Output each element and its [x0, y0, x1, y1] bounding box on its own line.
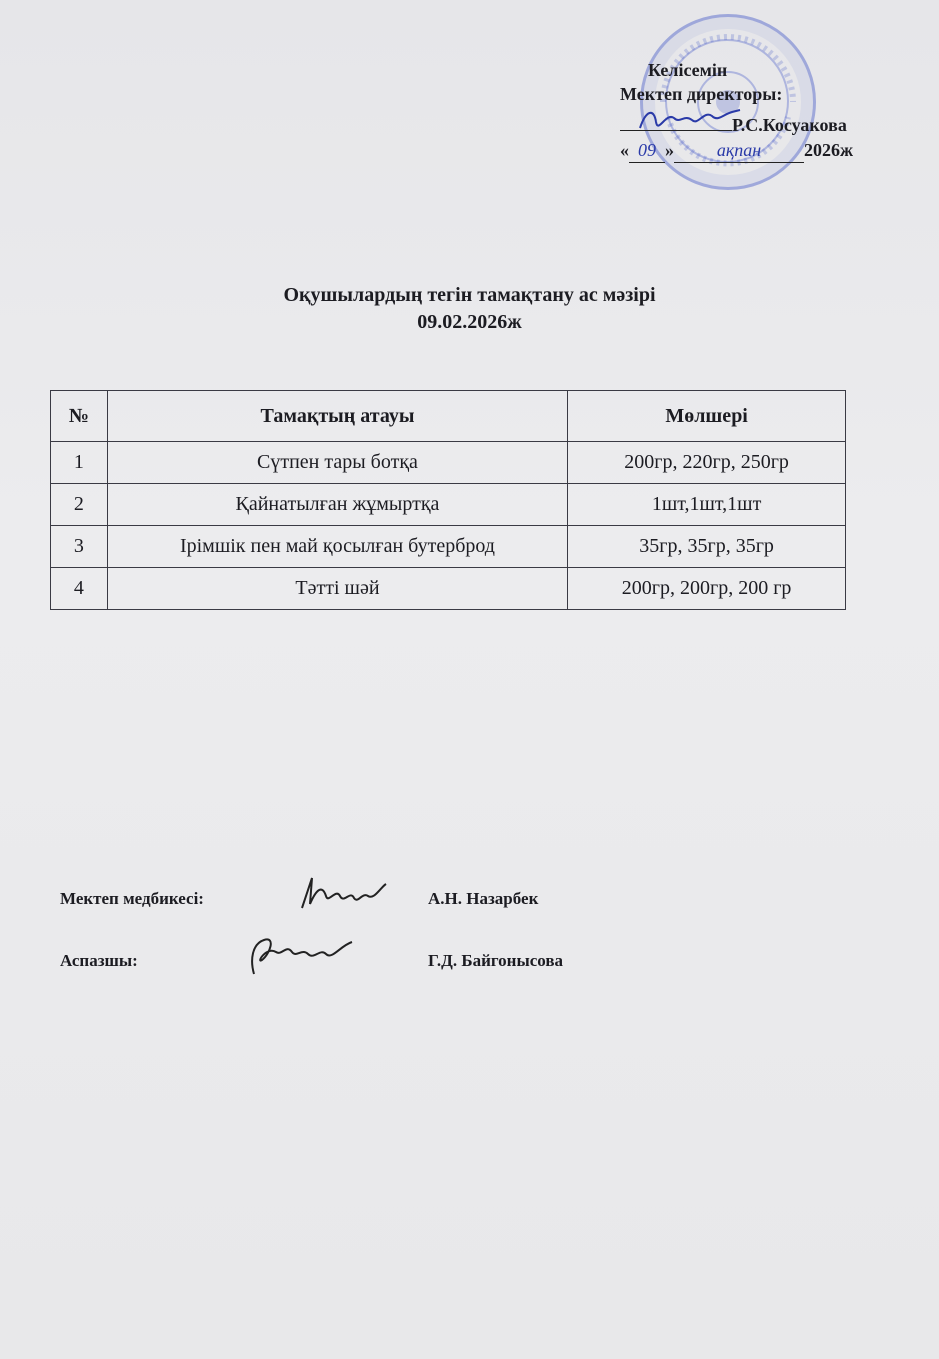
date-quote-open: «	[620, 140, 629, 160]
table-row	[51, 484, 846, 526]
header-quantity: Мөлшері	[568, 391, 846, 442]
table-row	[51, 568, 846, 610]
cook-signature-icon	[240, 930, 360, 980]
row-quantity: 1шт,1шт,1шт	[568, 484, 846, 526]
approval-date-line	[620, 138, 853, 163]
nurse-signature-icon	[296, 870, 392, 916]
header-number: №	[51, 391, 108, 442]
date-day: 09	[629, 138, 665, 163]
date-month: ақпан	[674, 138, 804, 163]
row-quantity: 200гр, 200гр, 200 гр	[568, 568, 846, 610]
row-dish-name: Ірімшік пен май қосылған бутерброд	[107, 526, 567, 568]
cook-name: Г.Д. Байгонысова	[428, 951, 564, 970]
menu-date: 09.02.2026ж	[417, 311, 522, 333]
row-dish-name: Тәтті шәй	[107, 568, 567, 610]
row-number: 1	[51, 442, 108, 484]
director-name: Р.С.Косуакова	[732, 115, 847, 135]
nurse-name: А.Н. Назарбек	[428, 889, 539, 908]
table-row	[51, 442, 846, 484]
row-quantity: 200гр, 220гр, 250гр	[568, 442, 846, 484]
row-number: 2	[51, 484, 108, 526]
row-dish-name: Қайнатылған жұмыртқа	[107, 484, 567, 526]
table-row	[51, 526, 846, 568]
header-dish-name: Тамақтың атауы	[107, 391, 567, 442]
approval-director-label: Мектеп директоры:	[620, 84, 783, 104]
row-number: 4	[51, 568, 108, 610]
table-header-row	[51, 391, 846, 442]
menu-table	[50, 390, 846, 610]
approval-agree-label: Келісемін	[648, 60, 728, 80]
cook-role-label: Аспазшы:	[60, 951, 138, 970]
nurse-role-label: Мектеп медбикесі:	[60, 889, 204, 908]
date-quote-close: »	[665, 140, 674, 160]
row-number: 3	[51, 526, 108, 568]
date-year: 2026ж	[804, 140, 854, 160]
row-dish-name: Сүтпен тары ботқа	[107, 442, 567, 484]
menu-title: Оқушылардың тегін тамақтану ас мәзірі	[283, 284, 656, 306]
director-signature-icon	[636, 104, 746, 138]
row-quantity: 35гр, 35гр, 35гр	[568, 526, 846, 568]
